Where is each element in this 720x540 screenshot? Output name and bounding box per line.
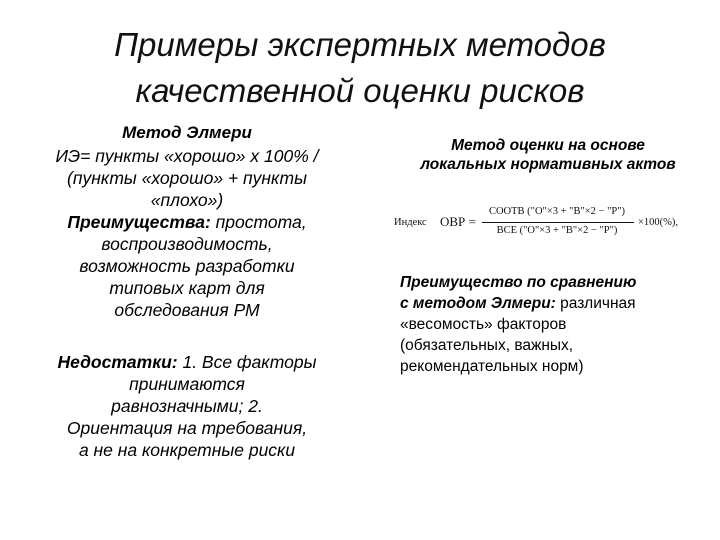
elmeri-formula-line-1: ИЭ= пункты «хорошо» х 100% / bbox=[55, 146, 319, 166]
advantage-line: (обязательных, важных, bbox=[400, 337, 574, 354]
formula-fraction-bar bbox=[482, 222, 634, 223]
elmeri-advantages-first: простота, bbox=[210, 212, 307, 232]
local-norms-heading-line-1: Метод оценки на основе bbox=[451, 137, 645, 154]
elmeri-formula-line-3: «плохо») bbox=[150, 190, 224, 210]
formula-ovr-label: ОВР = bbox=[440, 214, 476, 229]
formula-numerator: СООТВ ("О"×3 + "В"×2 − "Р") bbox=[488, 206, 626, 217]
elmeri-advantages-first-line bbox=[22, 211, 352, 233]
elmeri-method-heading: Метод Элмери bbox=[122, 123, 252, 142]
elmeri-advantages-line: обследования РМ bbox=[114, 300, 260, 320]
elmeri-formula-line-2: (пункты «хорошо» + пункты bbox=[67, 168, 307, 188]
advantage-line: «весомость» факторов bbox=[400, 316, 567, 333]
elmeri-advantages-line: типовых карт для bbox=[109, 278, 265, 298]
elmeri-disadvantages-line: а не на конкретные риски bbox=[78, 440, 296, 460]
elmeri-disadvantages-label: Недостатки: bbox=[57, 352, 178, 372]
formula-percent-tail: ×100(%), bbox=[638, 217, 679, 228]
elmeri-advantages-line: воспроизводимость, bbox=[101, 234, 273, 254]
local-norms-method-column bbox=[392, 136, 704, 377]
elmeri-disadvantages-first-line bbox=[22, 351, 352, 373]
advantage-label-line-1: Преимущество по сравнению bbox=[400, 274, 637, 291]
formula-denominator: ВСЕ ("О"×3 + "В"×2 − "Р") bbox=[496, 225, 618, 236]
spacer bbox=[22, 321, 352, 351]
elmeri-advantages-line: возможность разработки bbox=[79, 256, 295, 276]
advantage-label-bold: с методом Элмери: bbox=[400, 295, 556, 312]
elmeri-disadvantages-line: Ориентация на требования, bbox=[66, 418, 308, 438]
elmeri-disadvantages-first: 1. Все факторы bbox=[177, 352, 317, 372]
slide-title-line-1: Примеры экспертных методов bbox=[114, 26, 606, 63]
ovr-index-formula bbox=[392, 206, 704, 246]
local-norms-heading-line-2: локальных нормативных актов bbox=[420, 156, 676, 173]
elmeri-disadvantages-line: равнозначными; 2. bbox=[111, 396, 263, 416]
advantage-line-2-rest: различная bbox=[555, 295, 636, 312]
advantage-label-line-2 bbox=[400, 293, 704, 314]
elmeri-disadvantages-line: принимаются bbox=[129, 374, 245, 394]
formula-index-label: Индекс bbox=[394, 217, 427, 228]
elmeri-method-column bbox=[22, 122, 352, 461]
slide-title bbox=[40, 22, 680, 114]
slide-title-line-2: качественной оценки рисков bbox=[135, 72, 585, 109]
advantage-line: рекомендательных норм) bbox=[400, 358, 584, 375]
elmeri-advantages-label: Преимущества: bbox=[67, 212, 211, 232]
local-norms-advantage-text bbox=[392, 272, 704, 377]
